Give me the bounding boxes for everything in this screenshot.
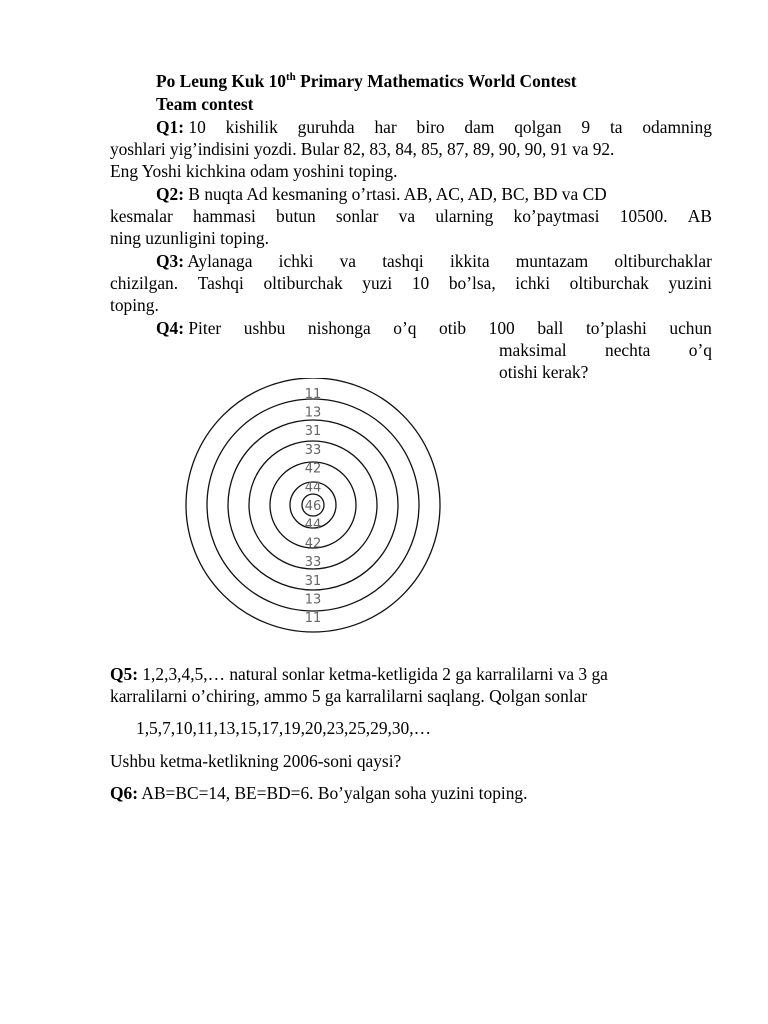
title-part2: Primary Mathematics World Contest xyxy=(295,71,577,91)
q5-label: Q5: xyxy=(110,664,139,684)
q4-line3: otishi kerak? xyxy=(499,362,589,382)
q1-line1: Q1: 10 kishilik guruhda har biro dam qolgan 9 ta odamning xyxy=(156,117,712,137)
q2-label: Q2: xyxy=(156,184,185,204)
q1-label: Q1: xyxy=(156,117,185,137)
target-diagram xyxy=(180,378,446,634)
q5-sequence: 1,5,7,10,11,13,15,17,19,20,23,25,29,30,… xyxy=(136,718,431,738)
title-part1: Po Leung Kuk 10 xyxy=(156,71,286,91)
target-number: 33 xyxy=(304,442,322,458)
q3-label: Q3: xyxy=(156,251,185,271)
target-number: 44 xyxy=(304,517,322,533)
q6-line: Q6: AB=BC=14, BE=BD=6. Bo’yalgan soha yuzini toping. xyxy=(110,783,528,803)
target-number: 42 xyxy=(304,461,322,477)
q2-line3: ning uzunligini toping. xyxy=(110,228,269,248)
q5-line1: Q5: 1,2,3,4,5,… natural sonlar ketma-ketligida 2 ga karralilarni va 3 ga xyxy=(110,664,608,684)
q3-line1: Q3: Aylanaga ichki va tashqi ikkita muntazam oltiburchaklar xyxy=(156,251,712,271)
target-number: 11 xyxy=(304,611,322,627)
contest-title xyxy=(156,70,577,92)
contest-subtitle: Team contest xyxy=(156,94,254,114)
q2-line1: Q2: B nuqta Ad kesmaning o’rtasi. AB, AC, AD, BC, BD va CD xyxy=(156,184,607,204)
q4-line1: Q4: Piter ushbu nishonga o’q otib 100 ball to’plashi uchun xyxy=(156,318,712,338)
target-number: 31 xyxy=(304,573,322,589)
q6-label: Q6: xyxy=(110,783,139,803)
title-superscript: th xyxy=(285,71,296,83)
target-number: 31 xyxy=(304,424,322,440)
q2-line2: kesmalar hammasi butun sonlar va ularning ko’paytmasi 10500. AB xyxy=(110,206,712,226)
q3-line2: chizilgan. Tashqi oltiburchak yuzi 10 bo’lsa, ichki oltiburchak yuzini xyxy=(110,273,712,293)
target-number: 33 xyxy=(304,555,322,571)
q1-line3: Eng Yoshi kichkina odam yoshini toping. xyxy=(110,161,398,181)
q4-label: Q4: xyxy=(156,318,185,338)
target-number: 44 xyxy=(304,480,322,496)
target-number: 13 xyxy=(304,592,322,608)
q5-line3: Ushbu ketma-ketlikning 2006-soni qaysi? xyxy=(110,751,402,771)
q5-line2: karralilarni o’chiring, ammo 5 ga karralilarni saqlang. Qolgan sonlar xyxy=(110,686,588,706)
target-svg xyxy=(180,378,446,634)
q1-line2: yoshlari yig’indisini yozdi. Bular 82, 83, 84, 85, 87, 89, 90, 90, 91 va 92. xyxy=(110,139,615,159)
target-number: 11 xyxy=(304,386,322,402)
q4-line2: maksimal nechta o’q xyxy=(499,340,712,360)
target-number: 13 xyxy=(304,405,322,421)
q3-line3: toping. xyxy=(110,295,159,315)
target-number: 42 xyxy=(304,536,322,552)
target-number: 46 xyxy=(304,499,322,514)
